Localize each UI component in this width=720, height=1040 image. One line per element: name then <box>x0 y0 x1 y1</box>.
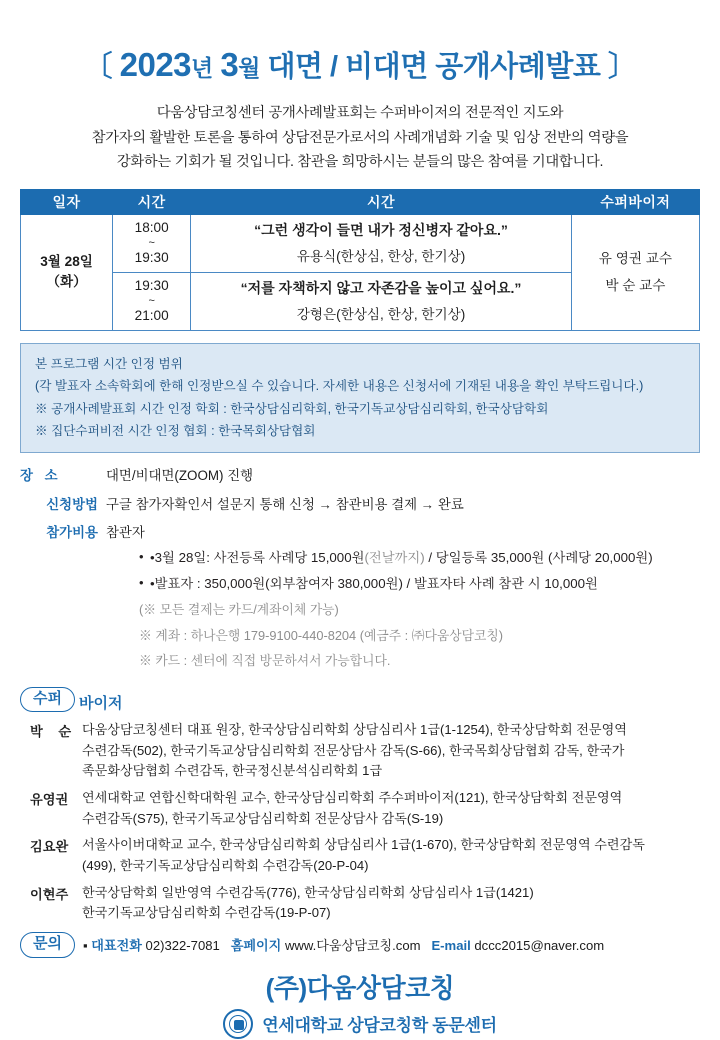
time-tilde-1: ~ <box>148 237 155 250</box>
email-value[interactable]: dccc2015@naver.com <box>474 938 605 954</box>
intro-line-1: 다움상담코칭센터 공개사례발표회는 수퍼바이저의 전문적인 지도와 <box>156 105 564 121</box>
list-item <box>20 883 700 924</box>
supervisor-name-2: 유영권 <box>30 791 69 807</box>
phone-label: 대표전화 <box>91 938 142 954</box>
title-year: 2023 <box>119 46 192 83</box>
notice-line-4: ※ 집단수퍼비전 시간 인정 협회 : 한국목회상담협회 <box>35 424 316 439</box>
footer-sub-row <box>20 1009 700 1039</box>
title-year-unit: 년 <box>191 55 213 81</box>
supervisor-detail-2-line-1: 연세대학교 연합신학대학원 교수, 한국상담심리학회 주수퍼바이저(121), 한국상담학회 전문영역 <box>82 789 623 805</box>
title-close-bracket: 〕 <box>607 51 637 83</box>
supervisor-detail-2-line-2: 수련감독(S75), 한국기독교상담심리학회 전문상담사 감독(S-19) <box>82 810 444 826</box>
header-time: 시간 <box>113 189 191 214</box>
supervisor-heading <box>20 686 700 713</box>
notice-line-3: ※ 공개사례발표회 시간 인정 학회 : 한국상담심리학회, 한국기독교상담심리학회, 한국상담학회 <box>35 401 549 416</box>
time-start-2: 19:30 <box>134 277 169 293</box>
time-end-2: 21:00 <box>134 308 169 324</box>
supervisor-detail-3-line-1: 서울사이버대학교 교수, 한국상담심리학회 상담심리사 1급(1-670), 한국상담학회 전문영역 수련감독 <box>82 837 645 853</box>
phone-value: 02)322-7081 <box>145 938 220 954</box>
schedule-table <box>20 189 700 331</box>
homepage-label: 홈페이지 <box>230 938 282 954</box>
intro-paragraph <box>20 101 700 175</box>
contact-text <box>83 935 604 954</box>
supervisor-1: 유 영권 교수 <box>598 251 672 267</box>
supervisor-detail-3 <box>82 835 645 876</box>
place-value: 대면/비대면(ZOOM) 진행 <box>106 468 254 484</box>
footer-subtitle: 연세대학교 상담코칭학 동문센터 <box>262 1016 497 1036</box>
date-line-1: 3월 28일 <box>40 253 93 269</box>
cell-time-2 <box>113 272 191 330</box>
notice-line-1: 본 프로그램 시간 인정 범위 <box>35 356 183 371</box>
list-item <box>150 571 653 597</box>
list-item <box>20 835 700 876</box>
supervisor-2: 박 순 교수 <box>605 278 666 294</box>
title-month: 3 <box>220 46 239 83</box>
page-title <box>20 44 700 85</box>
fee-note-1: (※ 모든 결제는 카드/계좌이체 가능) <box>139 602 339 618</box>
session-quote-1: “그런 생각이 들면 내가 정신병자 같아요.” <box>254 221 508 238</box>
header-date: 일자 <box>21 189 113 214</box>
cell-time-1 <box>113 214 191 272</box>
intro-line-3: 강화하는 기회가 될 것입니다. 참관을 희망하시는 분들의 많은 참여를 기대합니다. <box>116 154 604 171</box>
title-block <box>20 0 700 85</box>
header-session: 시간 <box>191 189 572 214</box>
supervisor-detail-4-line-2: 한국기독교상담심리학회 수련감독(19-P-07) <box>82 905 331 921</box>
session-presenter-1: 유용식(한상심, 한상, 한기상) <box>296 248 466 264</box>
fee-list <box>106 545 653 597</box>
cell-session-2 <box>191 272 572 330</box>
table-row <box>21 214 700 272</box>
time-start-1: 18:00 <box>134 219 169 235</box>
supervisor-detail-1-line-3: 족문화상담협회 수련감독, 한국정신분석심리학회 1급 <box>82 763 383 779</box>
fee-item-1-pre: •3월 28일: 사전등록 사례당 15,000원 <box>150 550 365 566</box>
notice-line-2: (각 발표자 소속학회에 한해 인정받으실 수 있습니다. 자세한 내용은 신청서에 기재된 내용을 확인 부탁드립니다.) <box>35 379 644 394</box>
supervisor-detail-4 <box>82 883 534 924</box>
contact-bullet: ▪ <box>82 938 88 954</box>
supervisor-name-4: 이현주 <box>30 886 69 902</box>
title-month-unit: 월 <box>238 55 260 81</box>
apply-label: 신청방법 <box>46 496 98 512</box>
supervisor-heading-rest: 바이저 <box>78 694 123 712</box>
notice-box <box>20 343 700 454</box>
supervisor-detail-2 <box>82 788 622 829</box>
fee-item-1-post: / 당일등록 35,000원 (사례당 20,000원) <box>424 550 653 566</box>
supervisor-detail-1-line-2: 수련감독(502), 한국기독교상담심리학회 전문상담사 감독(S-66), 한국목회상담협회 감독, 한국가 <box>82 742 625 758</box>
email-label: E-mail <box>431 938 471 954</box>
list-item <box>20 788 700 829</box>
title-open-bracket: 〔 <box>83 51 113 83</box>
info-section <box>20 465 700 674</box>
supervisor-list <box>20 720 700 924</box>
time-end-1: 19:30 <box>134 250 169 266</box>
session-quote-2: “저를 자책하지 않고 자존감을 높이고 싶어요.” <box>240 279 522 296</box>
supervisor-detail-3-line-2: (499), 한국기독교상담심리학회 수련감독(20-P-04) <box>82 858 369 874</box>
footer <box>20 968 700 1039</box>
fee-item-2-pre: •발표자 : 350,000원(외부참여자 380,000원) / 발표자타 사례 참관 시 10,000원 <box>150 576 598 592</box>
apply-value: 구글 참가자확인서 설문지 통해 신청 → 참관비용 결제 → 완료 <box>106 496 464 512</box>
contact-badge: 문의 <box>20 932 75 958</box>
date-line-2: （화） <box>46 274 87 290</box>
header-supervisor: 수퍼바이저 <box>571 189 699 214</box>
homepage-value[interactable]: www.다움상담코칭.com <box>284 938 421 954</box>
info-row-apply <box>20 494 700 515</box>
info-row-place <box>20 465 700 486</box>
list-item <box>150 545 653 571</box>
supervisor-detail-1-line-1: 다움상담코칭센터 대표 원장, 한국상담심리학회 상담심리사 1급(1-1254), 한국상담학회 전문영역 <box>82 721 627 737</box>
fee-item-1-gray: (전날까지) <box>364 550 425 566</box>
fee-block <box>106 522 653 674</box>
time-tilde-2: ~ <box>148 295 155 308</box>
supervisor-name-3: 김요완 <box>30 839 69 855</box>
fee-note-3: ※ 카드 : 센터에 직접 방문하셔서 가능합니다. <box>139 653 391 669</box>
cell-session-1 <box>191 214 572 272</box>
supervisor-name-1: 박 순 <box>30 723 78 739</box>
supervisor-detail-4-line-1: 한국상담학회 일반영역 수련감독(776), 한국상담심리학회 상담심리사 1급(1421) <box>82 884 534 900</box>
company-name: (주)다움상담코칭 <box>265 972 455 1003</box>
info-row-fee <box>20 522 700 674</box>
supervisor-detail-1 <box>82 720 627 782</box>
cell-supervisors <box>571 214 699 330</box>
fee-note-2: ※ 계좌 : 하나은행 179-9100-440-8204 (예금주 : ㈜다움상담코칭) <box>139 627 503 643</box>
fee-label: 참가비용 <box>46 525 98 541</box>
cell-date <box>21 214 113 330</box>
table-header-row <box>21 189 700 214</box>
session-presenter-2: 강형은(한상심, 한상, 한기상) <box>296 306 466 322</box>
contact-row <box>20 932 700 958</box>
supervisor-badge: 수퍼 <box>20 687 75 713</box>
fee-head: 참관자 <box>106 525 145 541</box>
place-label: 장 소 <box>20 468 62 484</box>
list-item <box>20 720 700 782</box>
title-rest: 대면 / 비대면 공개사례발표 <box>267 51 601 83</box>
intro-line-2: 참가자의 활발한 토론을 통하여 상담전문가로서의 사례개념화 기술 및 임상 전반의 역량을 <box>91 129 629 146</box>
yonsei-logo-icon <box>223 1009 253 1039</box>
